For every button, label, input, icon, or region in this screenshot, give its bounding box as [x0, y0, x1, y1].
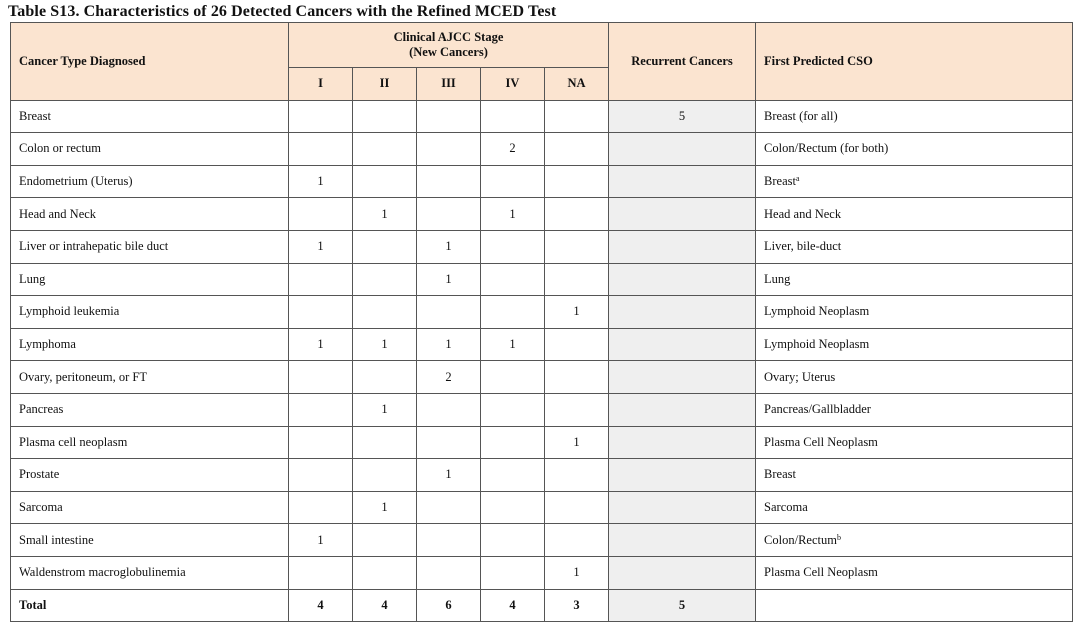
table-row — [11, 393, 1073, 426]
cell-stage-iv-text: 1 — [509, 337, 516, 352]
cell-stage-i — [289, 361, 353, 394]
cell-stage-iii — [417, 100, 481, 133]
cell-stage-i — [289, 459, 353, 492]
cell-stage-iii-text: 1 — [445, 467, 452, 482]
cell-cso-text: Lymphoid Neoplasm — [764, 337, 870, 352]
cancer-characteristics-table — [10, 22, 1073, 622]
cell-stage-i — [289, 165, 353, 198]
cell-stage-iii-text: 1 — [445, 239, 452, 254]
cell-stage-iv — [481, 459, 545, 492]
cell-stage-ii — [353, 524, 417, 557]
header-cso: First Predicted CSO — [756, 23, 1073, 101]
cell-cancer-type — [11, 296, 289, 329]
total-row — [11, 589, 1073, 622]
cell-cso — [756, 426, 1073, 459]
cell-recurrent — [609, 556, 756, 589]
cell-stage-i — [289, 524, 353, 557]
cell-cso — [756, 230, 1073, 263]
cell-stage-ii — [353, 426, 417, 459]
header-stage-group-line2: (New Cancers) — [409, 45, 488, 59]
cell-recurrent — [609, 133, 756, 166]
cell-cso-text: Breast (for all) — [764, 108, 838, 123]
cell-stage-na — [545, 556, 609, 589]
cell-stage-na — [545, 100, 609, 133]
cell-cancer-type-text: Colon or rectum — [19, 141, 101, 156]
cell-stage-iv — [481, 296, 545, 329]
cell-recurrent — [609, 361, 756, 394]
cell-recurrent-text: 5 — [678, 108, 686, 123]
cell-cancer-type-text: Lymphoid leukemia — [19, 304, 120, 319]
cell-cancer-type — [11, 263, 289, 296]
cell-cancer-type-text: Liver or intrahepatic bile duct — [19, 239, 169, 254]
cell-cancer-type — [11, 328, 289, 361]
cell-stage-i — [289, 589, 353, 622]
cell-cancer-type-text: Plasma cell neoplasm — [19, 434, 128, 449]
cell-cso — [756, 491, 1073, 524]
cell-stage-i — [289, 296, 353, 329]
cell-recurrent — [609, 589, 756, 622]
cell-cancer-type — [11, 133, 289, 166]
cell-cso — [756, 296, 1073, 329]
cell-stage-ii-text: 1 — [381, 500, 388, 515]
cell-recurrent — [609, 230, 756, 263]
cell-cso — [756, 524, 1073, 557]
cell-recurrent — [609, 459, 756, 492]
cell-stage-iii — [417, 230, 481, 263]
cell-stage-i — [289, 556, 353, 589]
cell-recurrent — [609, 100, 756, 133]
cell-cso-text: Breast — [764, 467, 796, 482]
cell-stage-iv — [481, 491, 545, 524]
cell-recurrent — [609, 524, 756, 557]
cell-cso — [756, 198, 1073, 231]
cell-cso-text: Liver, bile-duct — [764, 239, 842, 254]
header-stage-ii: II — [353, 68, 417, 101]
cell-stage-iii — [417, 361, 481, 394]
cell-cancer-type-text: Total — [19, 597, 47, 612]
table-row — [11, 296, 1073, 329]
cell-stage-i — [289, 230, 353, 263]
table-row — [11, 133, 1073, 166]
cell-stage-na-text: 1 — [573, 565, 580, 580]
cell-stage-ii — [353, 459, 417, 492]
cell-cancer-type-text: Head and Neck — [19, 206, 97, 221]
table-row — [11, 100, 1073, 133]
cell-stage-i — [289, 263, 353, 296]
table-row — [11, 491, 1073, 524]
cell-cancer-type — [11, 459, 289, 492]
table-row — [11, 459, 1073, 492]
cell-cancer-type-text: Breast — [19, 108, 51, 123]
cell-recurrent — [609, 198, 756, 231]
cell-cso — [756, 328, 1073, 361]
cell-stage-i-text: 4 — [317, 597, 324, 612]
cell-cso-text: Plasma Cell Neoplasm — [764, 565, 878, 580]
header-cancer-type: Cancer Type Diagnosed — [11, 23, 289, 101]
cell-stage-ii — [353, 556, 417, 589]
cell-recurrent — [609, 393, 756, 426]
cell-cso — [756, 589, 1073, 622]
cell-stage-i — [289, 426, 353, 459]
cell-cso-text: Breast — [764, 174, 796, 189]
cell-cancer-type — [11, 393, 289, 426]
table-row — [11, 263, 1073, 296]
cell-stage-iii — [417, 491, 481, 524]
cell-cancer-type — [11, 165, 289, 198]
cell-stage-iii — [417, 296, 481, 329]
cell-stage-ii — [353, 393, 417, 426]
cell-cso-text: Ovary; Uterus — [764, 369, 836, 384]
cell-stage-ii — [353, 100, 417, 133]
cell-stage-na — [545, 426, 609, 459]
cell-cancer-type — [11, 426, 289, 459]
table-row — [11, 230, 1073, 263]
cell-recurrent-text: 5 — [678, 597, 686, 612]
cell-cancer-type-text: Sarcoma — [19, 500, 63, 515]
cell-cancer-type — [11, 361, 289, 394]
cell-stage-ii — [353, 361, 417, 394]
cell-stage-i — [289, 100, 353, 133]
table-row — [11, 556, 1073, 589]
table-row — [11, 524, 1073, 557]
cell-cso — [756, 263, 1073, 296]
cell-recurrent — [609, 165, 756, 198]
header-stage-iv: IV — [481, 68, 545, 101]
cell-cancer-type-text: Lymphoma — [19, 337, 76, 352]
cell-stage-iii — [417, 589, 481, 622]
cell-cso-text: Sarcoma — [764, 500, 808, 515]
cell-stage-i — [289, 198, 353, 231]
cell-stage-na-text: 3 — [573, 597, 580, 612]
cell-cancer-type — [11, 589, 289, 622]
cell-cancer-type-text: Waldenstrom macroglobulinemia — [19, 565, 186, 580]
cell-stage-iv — [481, 165, 545, 198]
cell-cso — [756, 393, 1073, 426]
cell-stage-iv — [481, 589, 545, 622]
cell-cancer-type — [11, 556, 289, 589]
cell-stage-iii — [417, 393, 481, 426]
cell-stage-i-text: 1 — [317, 532, 324, 547]
cell-stage-ii — [353, 491, 417, 524]
cell-stage-ii-text: 1 — [381, 206, 388, 221]
header-stage-iii: III — [417, 68, 481, 101]
cell-stage-iv — [481, 524, 545, 557]
cell-stage-iii-text: 1 — [445, 271, 452, 286]
cell-cso — [756, 361, 1073, 394]
cell-cancer-type — [11, 524, 289, 557]
cell-cso — [756, 459, 1073, 492]
cell-stage-iii — [417, 459, 481, 492]
cell-stage-i-text: 1 — [317, 337, 324, 352]
cell-cso — [756, 165, 1073, 198]
cell-cancer-type-text: Pancreas — [19, 402, 64, 417]
cell-stage-ii — [353, 328, 417, 361]
cell-stage-iii — [417, 426, 481, 459]
cell-cso-text: Pancreas/Gallbladder — [764, 402, 871, 417]
cell-stage-ii-text: 1 — [381, 402, 388, 417]
cell-stage-iv-text: 2 — [509, 141, 516, 156]
cell-stage-na — [545, 459, 609, 492]
cell-cancer-type-text: Endometrium (Uterus) — [19, 174, 133, 189]
cell-stage-iii — [417, 263, 481, 296]
cell-cancer-type-text: Prostate — [19, 467, 60, 482]
cell-cancer-type-text: Small intestine — [19, 532, 94, 547]
cell-cso — [756, 100, 1073, 133]
footnote-marker: b — [836, 532, 841, 542]
table-row — [11, 328, 1073, 361]
cell-stage-iii — [417, 133, 481, 166]
cell-stage-iii — [417, 165, 481, 198]
cell-stage-na — [545, 524, 609, 557]
cell-stage-na — [545, 198, 609, 231]
cell-stage-iii-text: 1 — [445, 337, 452, 352]
cell-stage-iv — [481, 263, 545, 296]
cell-cso — [756, 556, 1073, 589]
cell-recurrent — [609, 426, 756, 459]
cell-cancer-type-text: Lung — [19, 271, 46, 286]
cell-stage-iv — [481, 426, 545, 459]
cell-stage-na — [545, 393, 609, 426]
cell-recurrent — [609, 328, 756, 361]
table-row — [11, 198, 1073, 231]
cell-recurrent — [609, 263, 756, 296]
cell-stage-iv — [481, 230, 545, 263]
cell-cso-text: Colon/Rectum (for both) — [764, 141, 889, 156]
table-row — [11, 361, 1073, 394]
cell-cso-text: Plasma Cell Neoplasm — [764, 434, 878, 449]
cell-cso-text: Head and Neck — [764, 206, 842, 221]
cell-stage-ii — [353, 296, 417, 329]
cell-stage-ii — [353, 133, 417, 166]
footnote-marker: a — [795, 174, 800, 184]
cell-cancer-type — [11, 198, 289, 231]
cell-stage-na-text: 1 — [573, 434, 580, 449]
cell-stage-iv — [481, 393, 545, 426]
cell-stage-iii — [417, 328, 481, 361]
cell-stage-iv — [481, 556, 545, 589]
cell-stage-iii-text: 6 — [445, 597, 452, 612]
cell-cso-text: Colon/Rectum — [764, 532, 837, 547]
cell-stage-iii-text: 2 — [445, 369, 452, 384]
table-body — [11, 100, 1073, 622]
cell-stage-ii — [353, 230, 417, 263]
cell-stage-iv-text: 4 — [509, 597, 516, 612]
cell-stage-i-text: 1 — [317, 239, 324, 254]
header-stage-group — [289, 23, 609, 68]
cell-stage-i — [289, 328, 353, 361]
cell-stage-iv — [481, 328, 545, 361]
cell-stage-iii — [417, 556, 481, 589]
cell-stage-iv — [481, 133, 545, 166]
cell-stage-ii — [353, 165, 417, 198]
header-stage-group-line1: Clinical AJCC Stage — [393, 30, 504, 44]
cell-cancer-type — [11, 100, 289, 133]
cell-stage-na — [545, 491, 609, 524]
cell-stage-na — [545, 165, 609, 198]
cell-cancer-type — [11, 491, 289, 524]
cell-stage-ii-text: 1 — [381, 337, 388, 352]
cell-stage-iv — [481, 361, 545, 394]
cell-stage-na — [545, 263, 609, 296]
cell-stage-na — [545, 296, 609, 329]
cell-stage-iii — [417, 198, 481, 231]
cell-stage-i-text: 1 — [317, 174, 324, 189]
cell-stage-iv — [481, 100, 545, 133]
header-recurrent: Recurrent Cancers — [609, 23, 756, 101]
header-stage-na: NA — [545, 68, 609, 101]
cell-stage-na — [545, 230, 609, 263]
cell-stage-iv — [481, 198, 545, 231]
cell-stage-na-text: 1 — [573, 304, 580, 319]
cell-cso-text: Lung — [764, 271, 791, 286]
table-row — [11, 426, 1073, 459]
cell-stage-i — [289, 491, 353, 524]
cell-stage-na — [545, 133, 609, 166]
cell-recurrent — [609, 491, 756, 524]
cell-stage-ii — [353, 198, 417, 231]
cell-cancer-type-text: Ovary, peritoneum, or FT — [19, 369, 147, 384]
cell-stage-iv-text: 1 — [509, 206, 516, 221]
cell-recurrent — [609, 296, 756, 329]
cell-cso — [756, 133, 1073, 166]
cell-cancer-type — [11, 230, 289, 263]
table-row — [11, 165, 1073, 198]
cell-stage-na — [545, 589, 609, 622]
table-caption: Table S13. Characteristics of 26 Detected Cancers with the Refined MCED Test — [8, 3, 557, 20]
cell-stage-na — [545, 361, 609, 394]
cell-stage-iii — [417, 524, 481, 557]
cell-stage-ii-text: 4 — [381, 597, 388, 612]
cell-stage-i — [289, 133, 353, 166]
cell-cso-text: Lymphoid Neoplasm — [764, 304, 870, 319]
cell-stage-na — [545, 328, 609, 361]
header-stage-i: I — [289, 68, 353, 101]
cell-stage-ii — [353, 263, 417, 296]
cell-stage-ii — [353, 589, 417, 622]
cell-stage-i — [289, 393, 353, 426]
